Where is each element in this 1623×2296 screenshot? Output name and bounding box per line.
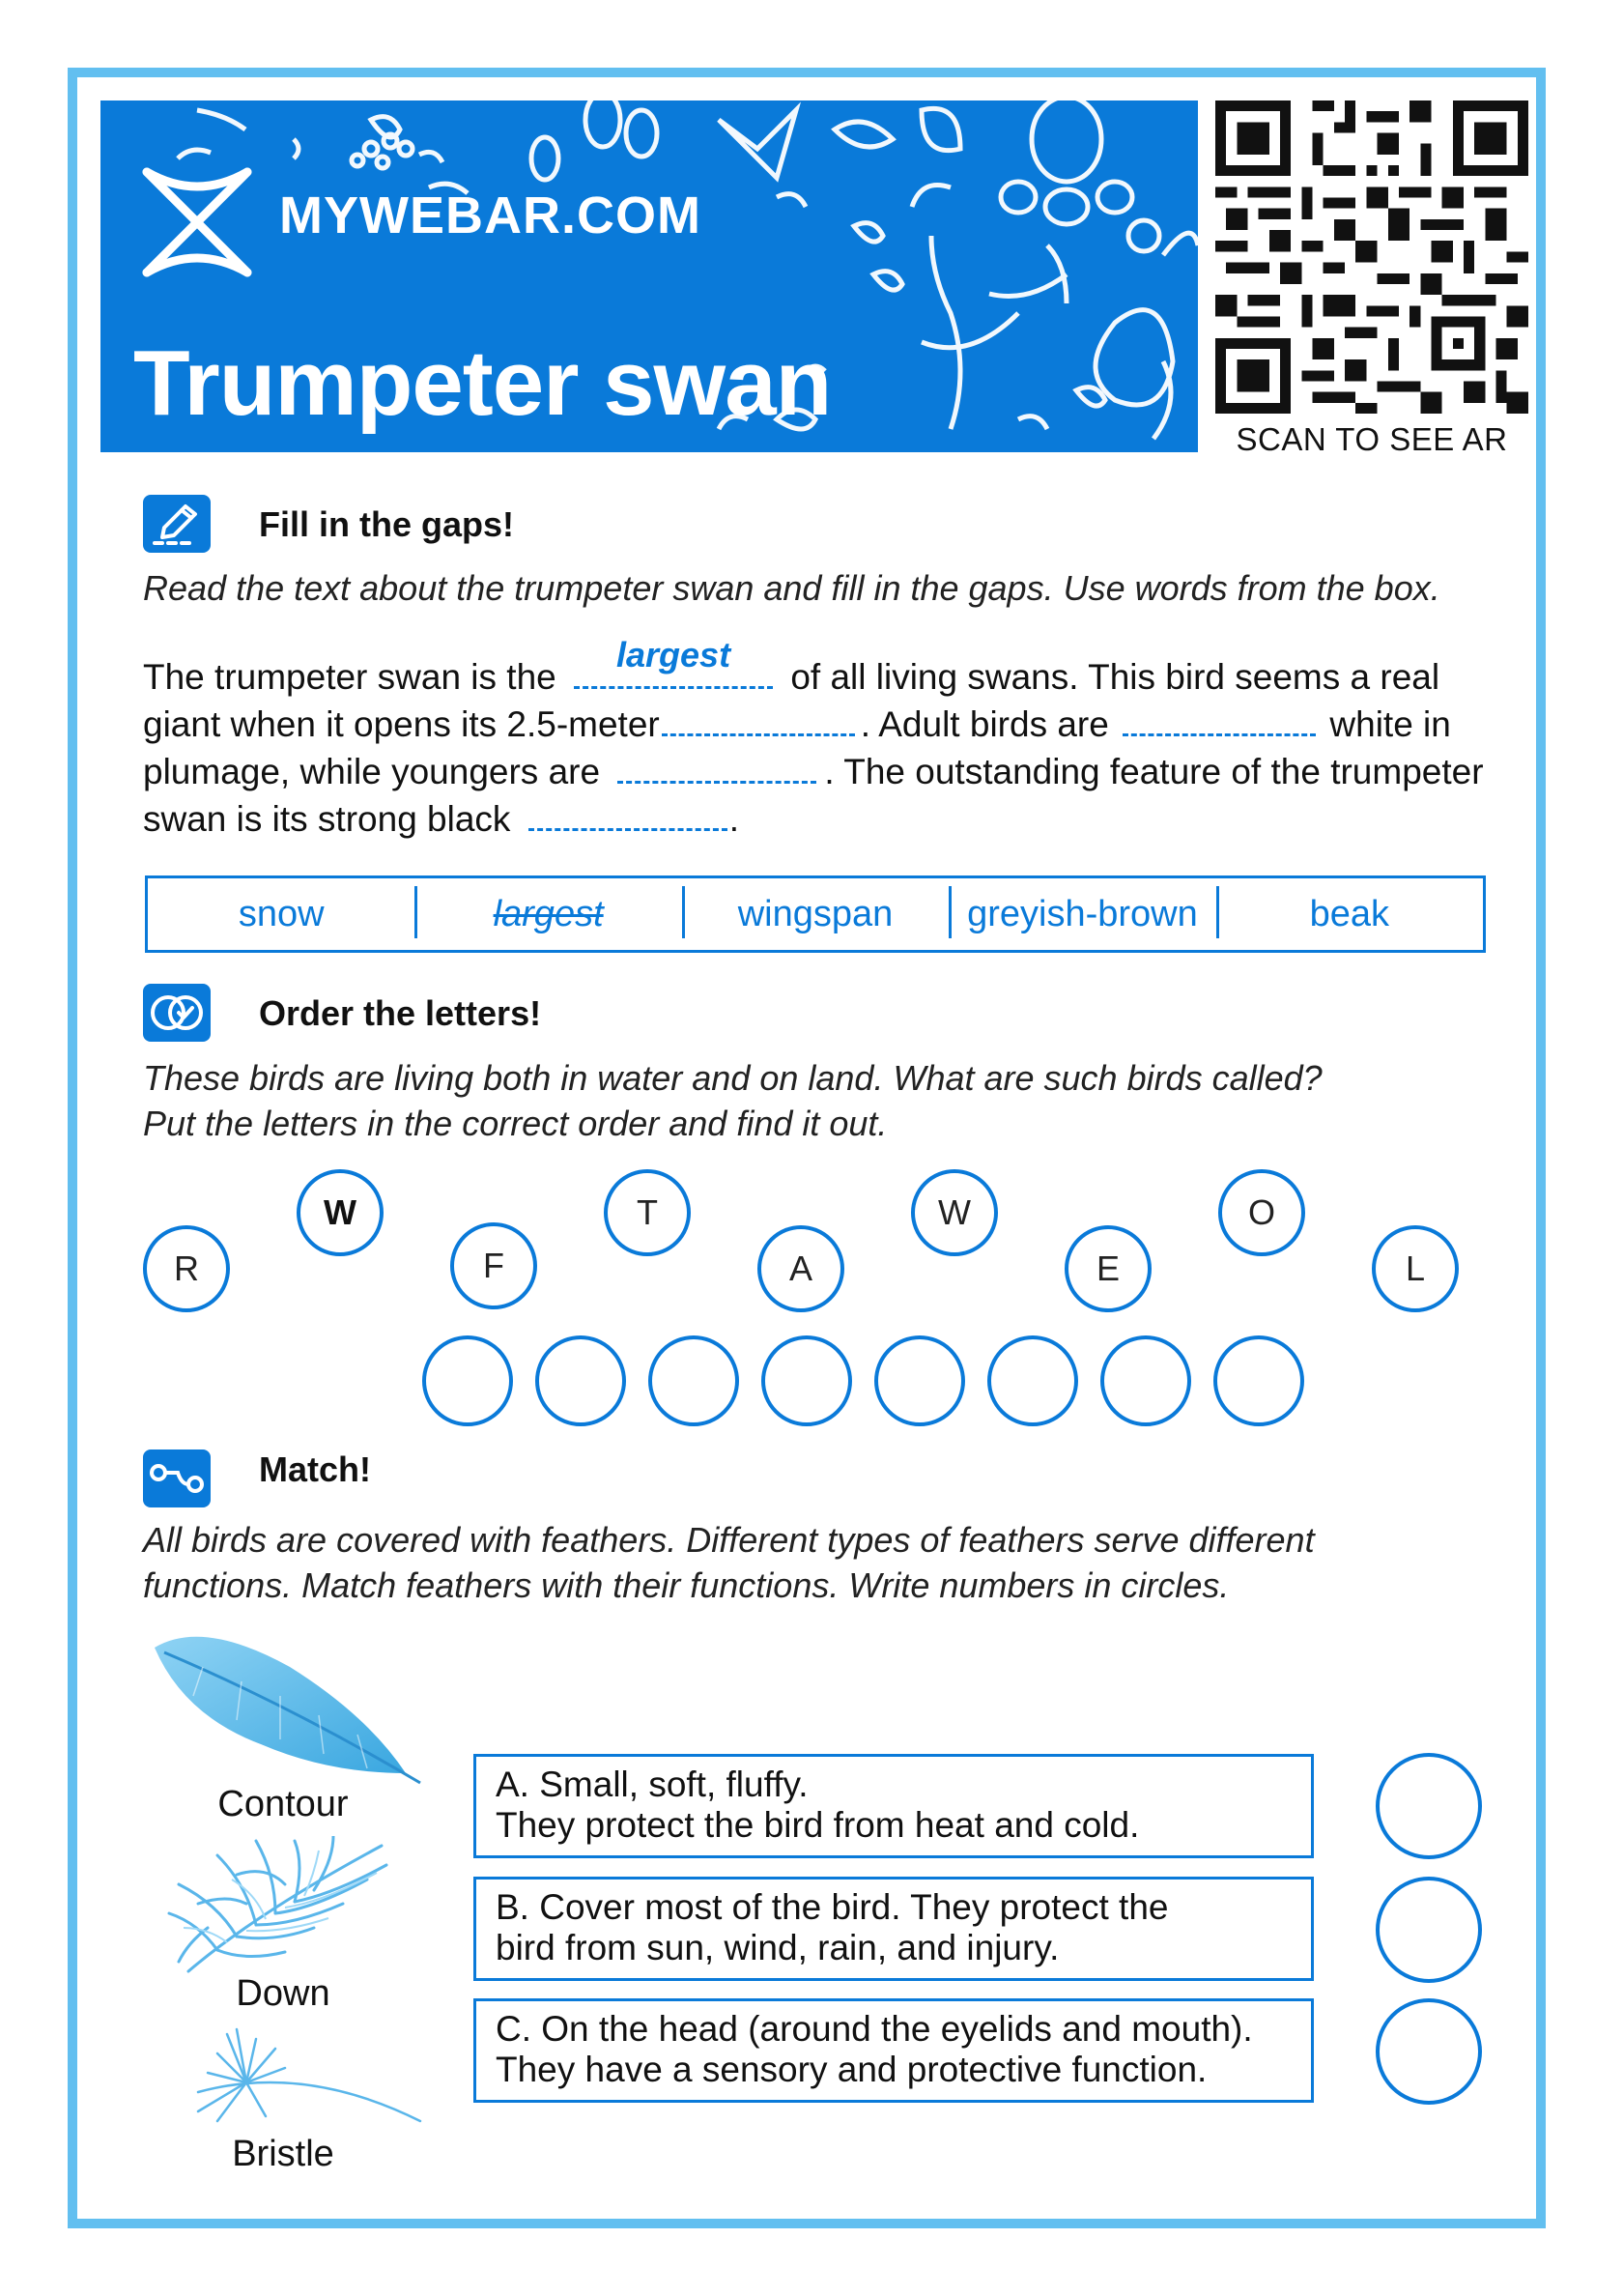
answer-slot[interactable]	[874, 1335, 965, 1426]
match-heading: Match!	[259, 1449, 371, 1489]
function-b-line1: B. Cover most of the bird. They protect the	[496, 1887, 1169, 1927]
function-a-line2: They protect the bird from heat and cold.	[496, 1805, 1140, 1845]
function-box-a	[473, 1754, 1314, 1858]
letters-heading: Order the letters!	[259, 993, 542, 1033]
letter-circle: R	[143, 1225, 230, 1312]
gaps-text-2: of all living swans. This bird seems a real giant when it opens its 2.5-meter	[143, 657, 1440, 744]
function-c-line1: C. On the head (around the eyelids and mouth).	[496, 2009, 1253, 2049]
letter-circle: A	[757, 1225, 844, 1312]
qr-code[interactable]	[1215, 100, 1528, 414]
answer-circle-b[interactable]	[1376, 1877, 1482, 1983]
gap-3[interactable]	[1123, 701, 1316, 736]
answer-slot[interactable]	[761, 1335, 852, 1426]
bristle-feather-image	[188, 2024, 430, 2131]
letter-circle: E	[1065, 1225, 1152, 1312]
letter-circle: F	[450, 1222, 537, 1309]
letter-circle: O	[1218, 1169, 1305, 1256]
gaps-text-1: The trumpeter swan is the	[143, 657, 556, 697]
function-box-c	[473, 1998, 1314, 2103]
match-instruction-line1: All birds are covered with feathers. Different types of feathers serve different	[143, 1520, 1315, 1560]
word-box	[145, 875, 1486, 953]
answer-slot[interactable]	[535, 1335, 626, 1426]
rings-check-icon	[143, 984, 211, 1042]
function-b-line2: bird from sun, wind, rain, and injury.	[496, 1928, 1060, 1967]
page-title: Trumpeter swan	[133, 331, 832, 435]
contour-feather-image	[145, 1628, 425, 1793]
down-feather-image	[159, 1836, 401, 1981]
gaps-text-4: white in plumage, while youngers are	[143, 704, 1451, 791]
feather-label-contour: Contour	[217, 1784, 349, 1824]
gaps-instruction: Read the text about the trumpeter swan and fill in the gaps. Use words from the box.	[143, 568, 1440, 608]
word-wingspan: wingspan	[682, 894, 949, 935]
letter-circle: W	[911, 1169, 998, 1256]
match-instruction	[143, 1517, 1315, 1608]
feather-label-bristle: Bristle	[232, 2134, 334, 2174]
gaps-text-6: .	[728, 799, 739, 839]
word-snow: snow	[238, 893, 325, 934]
answer-circle-a[interactable]	[1376, 1753, 1482, 1859]
function-c-line2: They have a sensory and protective function.	[496, 2050, 1208, 2089]
gap-1-answer: largest	[616, 635, 731, 674]
answer-slot[interactable]	[1100, 1335, 1191, 1426]
gaps-text-3: . Adult birds are	[860, 704, 1109, 744]
letter-circle: T	[604, 1169, 691, 1256]
letter-circle: W	[297, 1169, 384, 1256]
match-instruction-line2: functions. Match feathers with their functions. Write numbers in circles.	[143, 1565, 1230, 1605]
gaps-paragraph	[143, 635, 1495, 843]
answer-slot[interactable]	[422, 1335, 513, 1426]
gap-2[interactable]	[662, 701, 855, 736]
word-beak: beak	[1216, 894, 1483, 935]
connect-nodes-icon	[143, 1449, 211, 1507]
header-banner	[100, 100, 1198, 452]
gap-1[interactable]	[574, 635, 773, 689]
qr-caption: SCAN TO SEE AR	[1236, 421, 1508, 457]
gap-5[interactable]	[528, 795, 727, 831]
brand-name: MYWEBAR.COM	[279, 187, 701, 244]
gaps-heading: Fill in the gaps!	[259, 504, 515, 544]
letter-circle: L	[1372, 1225, 1459, 1312]
mywebar-logo	[129, 155, 265, 290]
answer-circle-c[interactable]	[1376, 1998, 1482, 2105]
pencil-icon	[143, 495, 211, 553]
letters-instruction-line2: Put the letters in the correct order and find it out.	[143, 1104, 888, 1143]
feather-label-down: Down	[236, 1973, 330, 2014]
answer-slot[interactable]	[648, 1335, 739, 1426]
word-greyish-brown: greyish-brown	[949, 894, 1215, 935]
gap-4[interactable]	[617, 748, 816, 784]
function-a-line1: A. Small, soft, fluffy.	[496, 1765, 809, 1804]
function-box-b	[473, 1877, 1314, 1981]
letters-instruction	[143, 1055, 1323, 1146]
letters-instruction-line1: These birds are living both in water and on land. What are such birds called?	[143, 1058, 1323, 1098]
answer-slot[interactable]	[1213, 1335, 1304, 1426]
answer-slot[interactable]	[987, 1335, 1078, 1426]
word-largest: largest	[414, 894, 681, 935]
gaps-text-5: . The outstanding feature of the trumpeter swan is its strong black	[143, 752, 1484, 839]
